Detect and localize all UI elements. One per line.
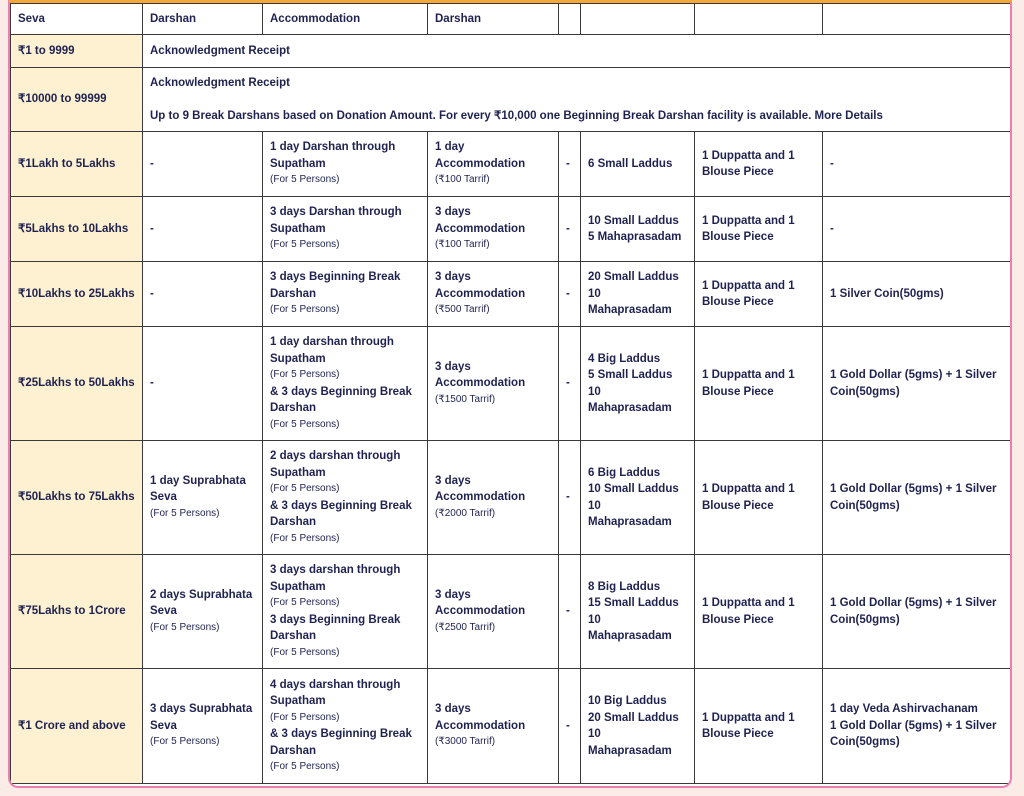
- table-row: [11, 68, 1013, 132]
- dash-cell: [559, 669, 581, 784]
- persons-note: (For 5 Persons): [270, 646, 340, 658]
- header-cell-3: [428, 4, 559, 35]
- slab-label: ₹25Lakhs to 50Lakhs: [18, 377, 135, 390]
- slab-label: ₹1 to 9999: [18, 44, 75, 57]
- cell-text: 1 day Veda Ashirvachanam: [830, 703, 978, 716]
- cell-text: 8 Big Laddus: [588, 580, 661, 593]
- vastram-cell: [695, 262, 823, 327]
- seva-cell: [143, 555, 263, 669]
- cell-text: -: [830, 222, 834, 235]
- darshan-cell: [263, 555, 428, 669]
- cell-text: 3 days Beginning Break Darshan: [270, 271, 401, 300]
- cell-text: 5 Mahaprasadam: [588, 231, 682, 243]
- persons-note: (For 5 Persons): [150, 621, 220, 633]
- prasadam-cell: [581, 441, 695, 555]
- seva-cell: [143, 132, 263, 197]
- table-row: [11, 262, 1013, 327]
- seva-text: -: [150, 377, 154, 390]
- seva-cell: [143, 327, 263, 441]
- header-text: Darshan: [150, 12, 197, 25]
- dash-cell: [559, 327, 581, 441]
- cell-text: 3 days Accommodation: [435, 474, 526, 504]
- accommodation-cell: [428, 197, 559, 262]
- cell-text: 3 days darshan through Supatham: [270, 564, 401, 593]
- persons-note: (For 5 Persons): [270, 483, 340, 494]
- table-row: [11, 197, 1013, 262]
- coin-cell: [823, 669, 1013, 784]
- cell-text: 1 Gold Dollar (5gms) + 1 Silver Coin(50gms): [830, 369, 997, 398]
- darshan-cell: [263, 132, 428, 197]
- cell-text: 1 Duppatta and 1 Blouse Piece: [702, 369, 795, 398]
- header-cell-5: [581, 4, 695, 35]
- dash-text: -: [566, 287, 570, 300]
- table-row: [11, 441, 1013, 555]
- slab-label: ₹50Lakhs to 75Lakhs: [18, 491, 135, 504]
- vastram-cell: [695, 197, 823, 262]
- coin-cell: [823, 262, 1013, 327]
- cell-text: 1 Duppatta and 1 Blouse Piece: [702, 214, 795, 243]
- seva-text: 2 days Suprabhata Seva: [150, 588, 253, 618]
- cell-text: 1 Gold Dollar (5gms) + 1 Silver Coin(50gms): [830, 483, 997, 512]
- slab-label: ₹10000 to 99999: [18, 93, 107, 106]
- table-row: [11, 132, 1013, 197]
- cell-text: 6 Big Laddus: [588, 466, 661, 479]
- cell-text: 1 Duppatta and 1 Blouse Piece: [702, 597, 795, 626]
- cell-text: 10 Small Laddus: [588, 483, 679, 495]
- persons-note: (For 5 Persons): [270, 304, 340, 316]
- persons-note: (For 5 Persons): [270, 597, 340, 608]
- persons-note: (₹500 Tarrif): [435, 304, 490, 316]
- persons-note: (₹3000 Tarrif): [435, 736, 496, 748]
- cell-text: 3 days Accommodation: [435, 360, 526, 390]
- cell-text: 10 Mahaprasadam: [588, 287, 672, 317]
- table-row: [11, 35, 1013, 68]
- slab-label: ₹5Lakhs to 10Lakhs: [18, 222, 129, 235]
- header-text: Darshan: [435, 12, 482, 25]
- cell-text: 1 Duppatta and 1 Blouse Piece: [702, 279, 795, 308]
- darshan-cell: [263, 327, 428, 441]
- dash-text: -: [566, 491, 570, 504]
- table-row: [11, 327, 1013, 441]
- persons-note: (For 5 Persons): [270, 532, 340, 544]
- table-row: [11, 555, 1013, 669]
- cell-text: & 3 days Beginning Break Darshan: [270, 728, 412, 757]
- accommodation-cell: [428, 669, 559, 784]
- spacer: [150, 92, 1005, 108]
- vastram-cell: [695, 327, 823, 441]
- persons-note: (₹2500 Tarrif): [435, 621, 496, 633]
- slab-label: ₹1Lakh to 5Lakhs: [18, 157, 116, 170]
- vastram-cell: [695, 132, 823, 197]
- cell-text: 10 Big Laddus: [588, 695, 667, 707]
- dash-cell: [559, 441, 581, 555]
- persons-note: (For 5 Persons): [270, 418, 340, 430]
- seva-text: 1 day Suprabhata Seva: [150, 474, 246, 504]
- cell-text: 10 Mahaprasadam: [588, 728, 672, 757]
- cell-text: & 3 days Beginning Break Darshan: [270, 499, 412, 528]
- dash-cell: [559, 132, 581, 197]
- persons-note: (For 5 Persons): [270, 761, 340, 772]
- slab-cell: [11, 132, 143, 197]
- seva-cell: [143, 262, 263, 327]
- header-cell-2: [263, 4, 428, 35]
- cell-text: 1 day darshan through Supatham: [270, 336, 394, 365]
- cell-text: 20 Small Laddus: [588, 271, 679, 284]
- slab-cell: [11, 68, 143, 132]
- cell-text: 2 days darshan through Supatham: [270, 450, 401, 479]
- header-cell-0: [11, 4, 143, 35]
- prasadam-cell: [581, 555, 695, 669]
- persons-note: (For 5 Persons): [270, 239, 340, 251]
- vastram-cell: [695, 669, 823, 784]
- benefit-cell: [143, 68, 1013, 132]
- slab-cell: [11, 327, 143, 441]
- cell-text: 10 Small Laddus: [588, 214, 679, 227]
- dash-text: -: [566, 157, 570, 170]
- coin-cell: [823, 197, 1013, 262]
- cell-text: 1 day Accommodation: [435, 141, 526, 170]
- cell-text: 3 days Accommodation: [435, 703, 526, 732]
- cell-text: 10 Mahaprasadam: [588, 499, 672, 528]
- seva-cell: [143, 669, 263, 784]
- benefit-line: Acknowledgment Receipt: [150, 77, 290, 89]
- seva-cell: [143, 197, 263, 262]
- persons-note: (₹100 Tarrif): [435, 174, 490, 186]
- seva-text: -: [150, 157, 154, 170]
- header-text: Seva: [18, 12, 45, 25]
- cell-text: 20 Small Laddus: [588, 711, 679, 724]
- prasadam-cell: [581, 262, 695, 327]
- accommodation-cell: [428, 441, 559, 555]
- dash-cell: [559, 262, 581, 327]
- table-row: [11, 669, 1013, 784]
- coin-cell: [823, 132, 1013, 197]
- vastram-cell: [695, 555, 823, 669]
- persons-note: (For 5 Persons): [270, 174, 340, 186]
- cell-text: 3 days Darshan through Supatham: [270, 206, 402, 235]
- accommodation-cell: [428, 555, 559, 669]
- accommodation-cell: [428, 327, 559, 441]
- slab-cell: [11, 262, 143, 327]
- slab-cell: [11, 441, 143, 555]
- header-cell-4: [559, 4, 581, 35]
- coin-cell: [823, 441, 1013, 555]
- dash-text: -: [566, 222, 570, 235]
- seva-text: 3 days Suprabhata Seva: [150, 703, 253, 732]
- dash-text: -: [566, 605, 570, 618]
- header-cell-1: [143, 4, 263, 35]
- prasadam-cell: [581, 327, 695, 441]
- accommodation-cell: [428, 132, 559, 197]
- cell-text: 1 Silver Coin(50gms): [830, 287, 944, 300]
- vastram-cell: [695, 441, 823, 555]
- header-text: Accommodation: [270, 12, 361, 25]
- cell-text: 5 Small Laddus: [588, 369, 673, 381]
- persons-note: (₹100 Tarrif): [435, 239, 490, 251]
- slab-cell: [11, 35, 143, 68]
- prasadam-cell: [581, 669, 695, 784]
- slab-label: ₹10Lakhs to 25Lakhs: [18, 287, 135, 300]
- header-row: [11, 4, 1013, 35]
- cell-text: 4 Big Laddus: [588, 352, 661, 365]
- cell-text: 1 Duppatta and 1 Blouse Piece: [702, 149, 795, 178]
- darshan-cell: [263, 262, 428, 327]
- cell-text: -: [830, 157, 834, 170]
- dash-cell: [559, 555, 581, 669]
- accommodation-cell: [428, 262, 559, 327]
- darshan-cell: [263, 197, 428, 262]
- cell-text: 3 days Beginning Break Darshan: [270, 613, 401, 642]
- table-frame: [8, 0, 1012, 788]
- benefit-line: Acknowledgment Receipt: [150, 44, 290, 57]
- darshan-cell: [263, 441, 428, 555]
- cell-text: & 3 days Beginning Break Darshan: [270, 385, 412, 414]
- prasadam-cell: [581, 132, 695, 197]
- cell-text: 10 Mahaprasadam: [588, 385, 672, 414]
- slab-cell: [11, 555, 143, 669]
- cell-text: 1 Gold Dollar (5gms) + 1 Silver Coin(50gms): [830, 597, 997, 626]
- cell-text: 6 Small Laddus: [588, 157, 673, 170]
- persons-note: (₹1500 Tarrif): [435, 393, 496, 405]
- cell-text: 1 Duppatta and 1 Blouse Piece: [702, 711, 795, 740]
- dash-text: -: [566, 719, 570, 732]
- cell-text: 15 Small Laddus: [588, 597, 679, 609]
- benefit-line: Up to 9 Break Darshans based on Donation Amount. For every ₹10,000 one Beginning Break Darshan facility is available. More Details: [150, 109, 883, 122]
- cell-text: 10 Mahaprasadam: [588, 613, 672, 642]
- persons-note: (₹2000 Tarrif): [435, 507, 496, 519]
- persons-note: (For 5 Persons): [270, 711, 340, 723]
- seva-text: -: [150, 222, 154, 235]
- darshan-cell: [263, 669, 428, 784]
- cell-text: 3 days Accommodation: [435, 588, 526, 618]
- cell-text: 4 days darshan through Supatham: [270, 678, 401, 707]
- slab-label: ₹75Lakhs to 1Crore: [18, 605, 126, 618]
- coin-cell: [823, 327, 1013, 441]
- benefit-cell: [143, 35, 1013, 68]
- seva-cell: [143, 441, 263, 555]
- seva-text: -: [150, 287, 154, 300]
- cell-text: 1 day Darshan through Supatham: [270, 141, 396, 170]
- header-cell-7: [823, 4, 1013, 35]
- cell-text: 1 Gold Dollar (5gms) + 1 Silver Coin(50gms): [830, 719, 997, 749]
- dash-cell: [559, 197, 581, 262]
- persons-note: (For 5 Persons): [150, 507, 220, 519]
- prasadam-cell: [581, 197, 695, 262]
- donation-benefits-table: [10, 3, 1012, 784]
- coin-cell: [823, 555, 1013, 669]
- slab-cell: [11, 669, 143, 784]
- persons-note: (For 5 Persons): [150, 736, 220, 748]
- header-cell-6: [695, 4, 823, 35]
- cell-text: 1 Duppatta and 1 Blouse Piece: [702, 483, 795, 512]
- dash-text: -: [566, 377, 570, 390]
- persons-note: (For 5 Persons): [270, 369, 340, 380]
- cell-text: 3 days Accommodation: [435, 206, 526, 235]
- slab-cell: [11, 197, 143, 262]
- cell-text: 3 days Accommodation: [435, 271, 526, 300]
- slab-label: ₹1 Crore and above: [18, 719, 126, 732]
